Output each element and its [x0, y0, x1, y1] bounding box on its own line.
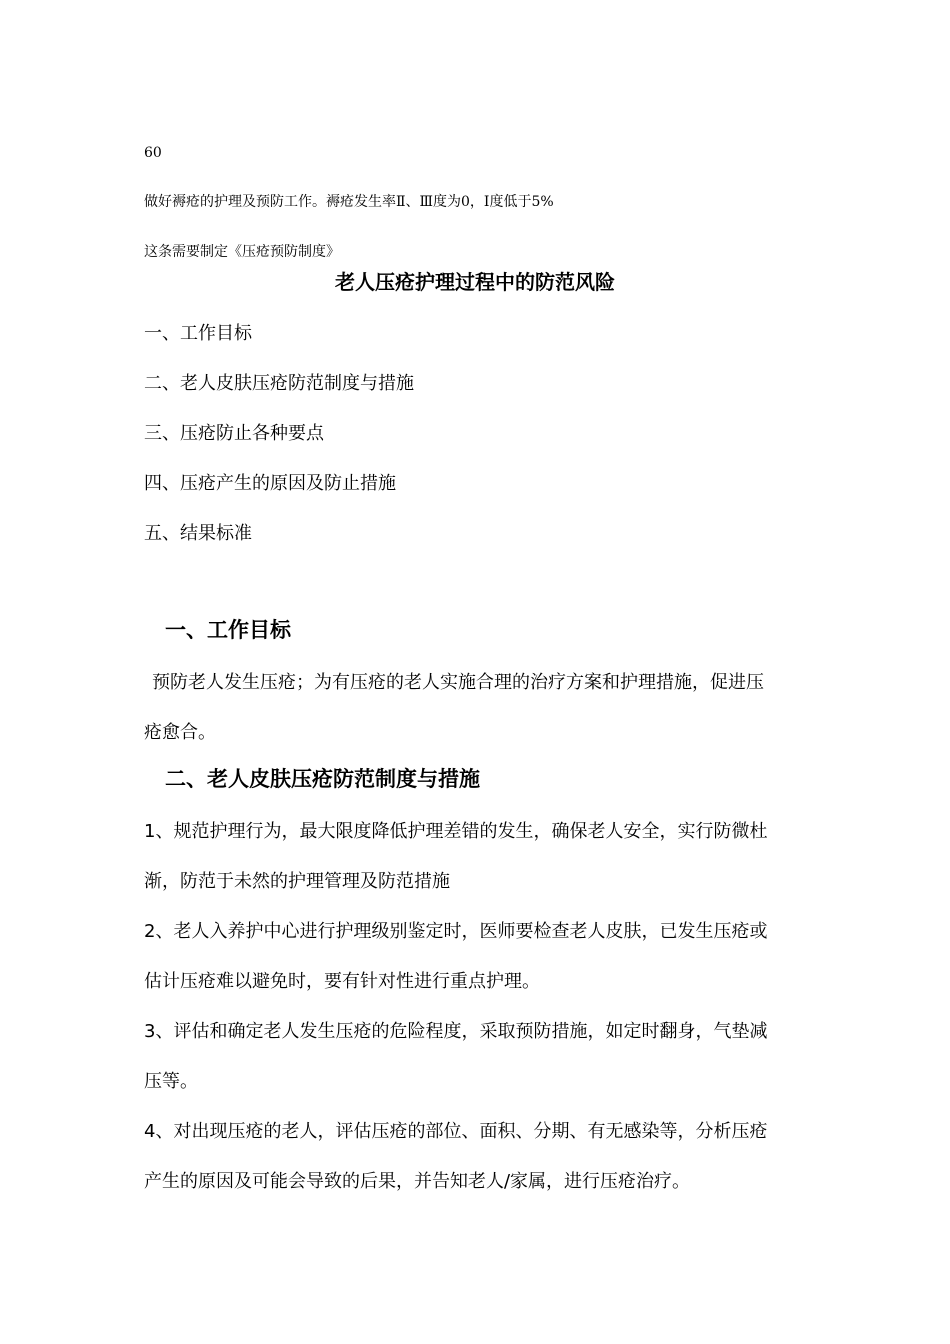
- toc-item-5: 五、结果标准: [144, 523, 252, 544]
- section2-line-7: 4、对出现压疮的老人，评估压疮的部位、面积、分期、有无感染等，分析压疮: [144, 1121, 768, 1142]
- section2-line-3: 2、老人入养护中心进行护理级别鉴定时，医师要检查老人皮肤，已发生压疮或: [144, 921, 768, 942]
- toc-item-1: 一、工作目标: [144, 323, 252, 344]
- toc-item-3: 三、压疮防止各种要点: [144, 423, 324, 444]
- section2-line-8: 产生的原因及可能会导致的后果，并告知老人/家属，进行压疮治疗。: [144, 1171, 691, 1192]
- document-title: 老人压疮护理过程中的防范风险: [335, 270, 615, 294]
- toc-item-2: 二、老人皮肤压疮防范制度与措施: [144, 373, 414, 394]
- note-line-1: 做好褥疮的护理及预防工作。褥疮发生率Ⅱ、Ⅲ度为0，Ⅰ度低于5%: [144, 194, 554, 210]
- section1-line-1: 预防老人发生压疮；为有压疮的老人实施合理的治疗方案和护理措施，促进压: [152, 672, 764, 693]
- section2-line-4: 估计压疮难以避免时，要有针对性进行重点护理。: [144, 971, 540, 992]
- section1-line-2: 疮愈合。: [144, 722, 216, 743]
- note-line-2: 这条需要制定《压疮预防制度》: [144, 244, 340, 260]
- section2-line-6: 压等。: [144, 1071, 198, 1092]
- section2-line-2: 渐，防范于未然的护理管理及防范措施: [144, 871, 450, 892]
- section2-line-5: 3、评估和确定老人发生压疮的危险程度，采取预防措施，如定时翻身，气垫减: [144, 1021, 768, 1042]
- section-heading-2: 二、老人皮肤压疮防范制度与措施: [165, 767, 480, 791]
- section2-line-1: 1、规范护理行为，最大限度降低护理差错的发生，确保老人安全，实行防微杜: [144, 821, 768, 842]
- toc-item-4: 四、压疮产生的原因及防止措施: [144, 473, 396, 494]
- section-heading-1: 一、工作目标: [165, 618, 291, 642]
- page-number: 60: [144, 145, 162, 161]
